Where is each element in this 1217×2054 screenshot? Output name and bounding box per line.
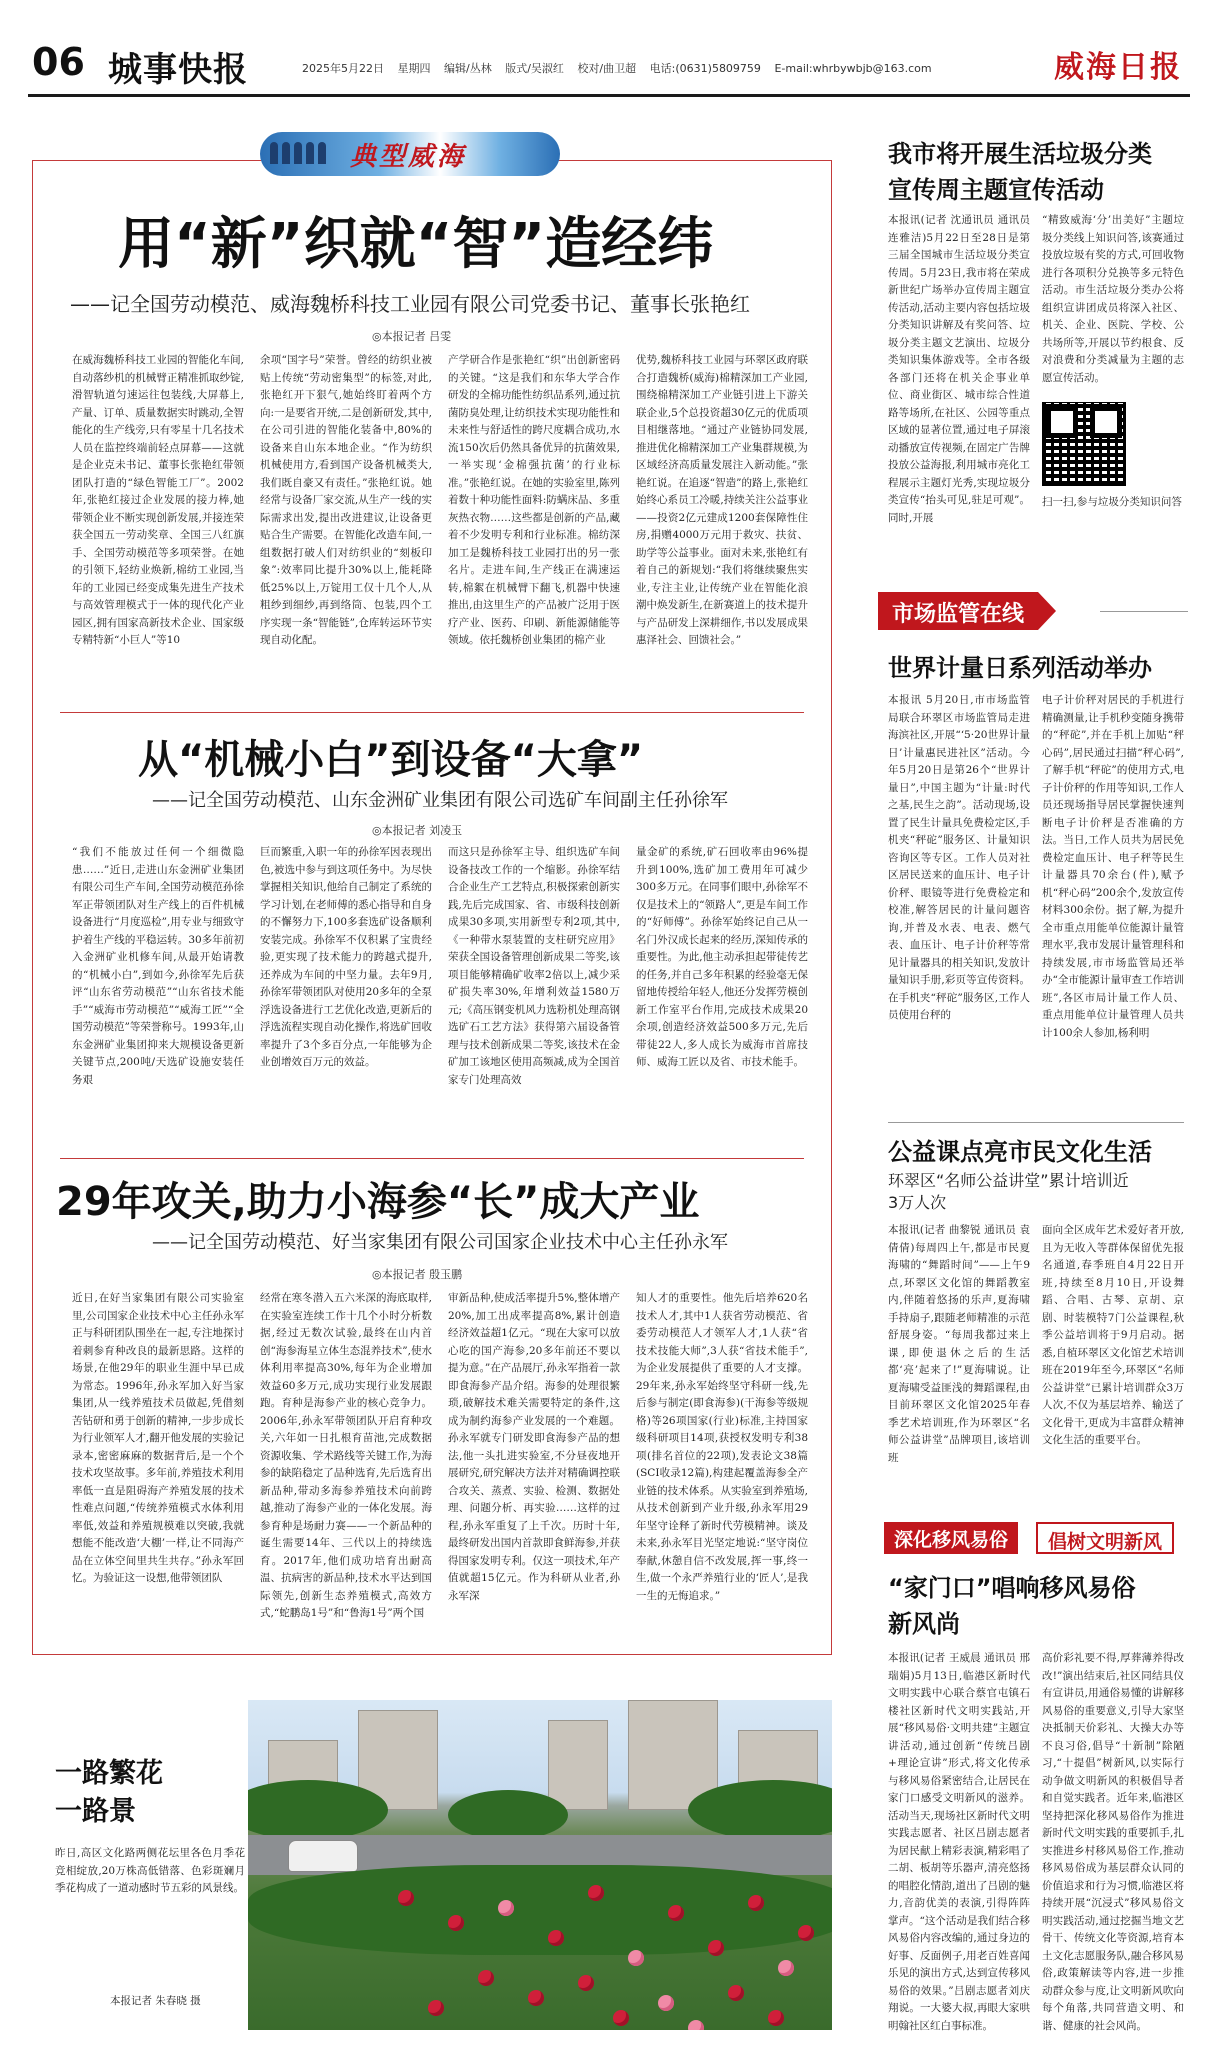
rose (728, 1985, 744, 2001)
feature-banner-label: 典型威海 (350, 142, 467, 172)
photo-caption: 昨日,高区文化路两侧花坛里各色月季花竞相绽放,20万株高低错落、色彩斑斓月季花构成了一道动感时节五彩的风景线。 (55, 1847, 245, 1894)
a2-col-1: “我们不能放过任何一个细微隐患……”近日,走进山东金洲矿业集团有限公司生产车间,全国劳动模范孙徐军正带领团队对生产线上的百件机械设备进行“月度巡检”,用专业与细致守护着生产线的平稳运转。30多年前初入金洲矿业机修车间,从最开始请教的“机械小白”,到如今,孙徐军先后获评“山东省劳动模范”“山东省技术能手”“威海市劳动模范”“威海工匠”“全国劳动模范”等荣誉称号。1993年,山东金洲矿业集团抑来大规模设备更新关键节点,200吨/天选矿设施安装任务艰 (72, 846, 244, 1086)
r4-body (888, 1650, 1184, 2046)
silhouette-figures-icon (270, 142, 340, 166)
tree (248, 1780, 388, 1840)
a1-body (72, 352, 808, 692)
rose (748, 1895, 764, 1911)
a2-body (72, 844, 808, 1142)
r3-subhead-line-2: 3万人次 (888, 1193, 947, 1212)
r3-body (888, 1222, 1184, 1502)
rose (548, 1930, 564, 1946)
r2-col-1: 本报讯 5月20日,市市场监管局联合环翠区市场监管局走进海滨社区,开展“‘5·20世界计量日’计量惠民进社区”活动。今年5月20日是第26个“世界计量日”,中国主题为“计量:时代之基,民生之韵”。活动现场,设置了民生计量具免费检定区,手机夹“秤砣”服务区、计量知识咨询区等专区。工作人员对社区居民送来的血压计、电子计价秤、眼镜等进行免费检定和校准,解答居民的计量问题咨询,并普及水表、电表、燃气表、血压计、电子计价秤等常见计量器具的相关知识,发放计量知识手册,彩页等宣传资料。在手机夹“秤砣”服务区,工作人员使用台秤的 (888, 694, 1030, 1021)
a1-divider (60, 712, 804, 713)
rose (688, 2020, 704, 2030)
email: E-mail:whrbywbjb@163.com (774, 62, 932, 75)
rose (398, 1890, 414, 1906)
r4-headline (888, 1570, 1136, 1642)
masthead-rule (28, 94, 1190, 97)
section-tag-rule (1100, 611, 1188, 612)
street-roses-photo (248, 1700, 832, 2030)
r3-col-2: 面向全区成年艺术爱好者开放,且为无收入等群体保留优先报名通道,春季班自4月22日开班,持续至8月10日,开设舞蹈、合唱、古琴、京胡、京剧、时装模特7门公益课程,秋季公益培训将于9月启动。据悉,自植环翠区文化馆艺术培训班在2019年至今,环翠区“名师公益讲堂”已累计培训群众3万人次,不仅为基层培养、输送了文化骨干,更成为丰富群众精神文化生活的重要平台。 (1042, 1224, 1184, 1446)
r1-headline-line-2: 宣传周主题宣传活动 (888, 176, 1104, 204)
rose (478, 1970, 494, 1986)
a1-subhead: ——记全国劳动模范、威海魏桥科技工业园有限公司党委书记、董事长张艳红 (70, 292, 750, 316)
building (548, 1720, 608, 1810)
photo-title (55, 1755, 163, 1831)
r3-subhead (888, 1170, 1129, 1214)
a2-col-4: 量金矿的系统,矿石回收率由96%提升到100%,选矿加工费用年可减少300多万元。在同事们眼中,孙徐军不仅是技术上的“领路人”,更是车间工作的“好师傅”。孙徐军始终记自己从一名门外汉成长起来的经历,深知传承的重要性。为此,他主动承担起带徒传艺的任务,并自己多年积累的经验毫无保留地传授给年轻人,他还分发挥劳模创新工作室平台作用,完成技术成果20余项,创造经济效益500多万元,先后带徒22人,多人成长为威海市首席技师、威海工匠以及省、市技术能手。 (636, 846, 808, 1068)
section-title: 城事快报 (108, 50, 248, 90)
r2-body (888, 692, 1184, 1112)
r3-col-1: 本报讯(记者 曲黎锐 通讯员 袁倩倩)每周四上午,都是市民夏海啸的“舞蹈时间”——上午9点,环翠区文化馆的舞蹈教室内,伴随着悠扬的乐声,夏海啸手持扇子,跟随老师精准的示范舒展身姿。“每周我都过来上课,即使退休之后的生活都‘亮’起来了!”夏海啸说。让夏海啸受益匪浅的舞蹈课程,由目前环翠区文化馆2025年春季艺术培训班,作为环翠区“名师公益讲堂”品牌项目,该培训班 (888, 1224, 1030, 1464)
page-number: 06 (32, 40, 85, 84)
a1-col-2: 余项“国字号”荣誉。曾经的纺织业被贴上传统“劳动密集型”的标签,对此,张艳红开下狠气,她始终盯着两个方向:一是要省开统,二是创新研发,其中,在公司引进的智能化装备中,80%的设备来自山东本地企业。“作为纺织机械使用方,看到国产设备机械类大,我们既自豪又有责任。”张艳红说。她经常与设备厂家交流,从生产一线的实际需求出发,提出改进建议,让设备更贴合生产需要。在智能化改造车间,一组数据打破人们对纺织业的“刻板印象”:效率同比提升30%以上,能耗降低25%以上,万锭用工仅十几个人,从粗纱到细纱,再到络筒、包装,四个工序实现一条“智能链”,仓库转运环节实现自动化配。 (260, 354, 432, 646)
rose (448, 1915, 464, 1931)
car (288, 1840, 358, 1872)
page-meta (302, 60, 942, 76)
r1-col-2: “精致威海‘分’出美好”主题垃圾分类线上知识问答,该赛通过投放垃圾有奖的方式,可回收物进行各项积分兑换等多元特色活动。市生活垃圾分类办公将组织宣讲团成员将深入社区、机关、企业、医院、学校、公共场所等,开展以节约根食、反对浪费和分类减量为主题的志愿宣传活动。 (1042, 214, 1184, 384)
photo-credit: 本报记者 朱春晓 摄 (110, 1995, 201, 2007)
rose (778, 1960, 794, 1976)
a2-col-2: 巨而繁重,入职一年的孙徐军因表现出色,被选中参与到这项任务中。为尽快掌握相关知识,他给自己制定了系统的学习计划,在老师傅的悉心指导和自身的不懈努力下,100多套选矿设备顺利安装完成。孙徐军不仅积累了宝贵经验,更实现了技术能力的跨越式提升,还养成为车间的中坚力量。去年9月,孙徐军带领团队对使用20多年的全泵浮选设备进行工艺优化改造,更新后的浮选流程实现自动化操作,将选矿回收率提升了3个多百分点,一年能够为企业创增效百万元的效益。 (260, 846, 432, 1068)
rose (668, 1905, 684, 1921)
a3-byline: ◎本报记者 殷玉鹏 (372, 1268, 463, 1281)
r4-col-1: 本报讯(记者 王威晨 通讯员 邢瑞娟)5月13日,临港区新时代文明实践中心联合蔡官屯镇石楼社区新时代文明实践站,开展“移风易俗·文明共建”主题宣讲活动,通过创新“传统吕剧+理论宣讲”形式,将文化传承与移风易俗紧密结合,让居民在家门口感受文明新风的滋养。活动当天,现场社区新时代文明实践志愿者、社区吕剧志愿者为居民献上精彩表演,精彩唱了二胡、板胡等乐器声,清亮悠扬的唱腔化情韵,道出了吕剧的魅力,音韵优美的表演,引得阵阵掌声。“这个活动是我们结合移风易俗内容改编的,通过身边的好事、反面例子,用老百姓喜闻乐见的演出方式,达到宣传移风易俗的效果。”吕剧志愿者刘庆翔说。一大婆大叔,再眼大家哄明翰社区红白事标准。 (888, 1652, 1030, 2032)
rose (658, 1995, 674, 2011)
rose (578, 1975, 594, 1991)
photo-title-line-2: 一路景 (55, 1796, 136, 1827)
photo-title-line-1: 一路繁花 (55, 1758, 163, 1789)
a3-body (72, 1290, 808, 1640)
a2-headline: 从“机械小白”到设备“大拿” (138, 737, 644, 783)
layout-credit: 版式/吴淑红 (505, 62, 564, 75)
a2-byline: ◎本报记者 刘凌玉 (372, 824, 463, 837)
r3-subhead-line-1: 环翠区“名师公益讲堂”累计培训近 (888, 1171, 1129, 1190)
issue-date: 2025年5月22日 (302, 62, 384, 75)
qr-caption: 扫一扫,参与垃圾分类知识问答 (1042, 496, 1182, 508)
rose (498, 1900, 514, 1916)
tag-civilized-new-trend: 倡树文明新风 (1036, 1522, 1174, 1554)
newspaper-logo: 威海日报 (1054, 50, 1182, 85)
rose (613, 2010, 629, 2026)
rose (528, 1990, 544, 2006)
rose (628, 1950, 644, 1966)
hedge (248, 1865, 832, 1955)
masthead (28, 38, 1190, 94)
r4-headline-line-2: 新风尚 (888, 1610, 960, 1638)
r4-col-2: 高价彩礼要不得,厚葬薄养得改改!”演出结束后,社区同结具仪有宣讲员,用通俗易懂的讲解移风易俗的重要意义,引导大家坚决抵制天价彩礼、大操大办等不良习俗,倡导“十新制”除陋习,“十提倡”树新风,以实际行动争做文明新风的积极倡导者和自觉实践者。近年来,临港区坚持把深化移风易俗作为推进新时代文明实践的重要抓手,扎实推进乡村移风易俗工作,推动移风易俗成为基层群众认同的价值追求和行为习惯,临港区将持续开展“沉浸式”移风易俗文明实践活动,通过挖掘当地文艺骨干、传统文化等资源,培育本土文化志愿服务队,融合移风易俗,政策解读等内容,进一步推动群众参与度,让文明新风吹向每个角落,共同营造文明、和谐、健康的社会风尚。 (1042, 1652, 1184, 2032)
a1-headline: 用“新”织就“智”造经纬 (118, 212, 714, 277)
a2-col-3: 而这只是孙徐军主导、组织选矿车间设备技改工作的一个缩影。孙徐军结合企业生产工艺特点,积极探索创新实践,先后完成国家、省、市级科技创新成果30多项,实用新型专利2项,其中,《一种带水泵装置的支柱研究应用》荣获全国设备管理创新成果二等奖,该项目能够精确矿收率2倍以上,减少采矿损失率30%,年增利效益1580万元;《高压钢变机风力选粉机处理高钢选矿石工艺方法》获得第六届设备管理与技术创新成果二等奖,该技术在金矿加工该地区使用高频减,成为全国首家专门处理高效 (448, 846, 620, 1086)
section-tag-market: 市场监管在线 (878, 592, 1038, 630)
rose (768, 2010, 784, 2026)
r2-col-2: 电子计价秤对居民的手机进行精确测量,让手机秒变随身携带的“秤砣”,并在手机上加贴“秤心码”,居民通过扫描“秤心码”,了解手机“秤砣”的使用方式,电子计价秤的作用等知识,工作人员还现场指导居民掌握快速判断电子计价秤是否准确的方法。当日,工作人员共为居民免费检定血压计、电子秤等民生计量器具70余台(件),赋予机“秤心码”200余个,发放宣传材料300余份。据了解,为提升全市重点用能单位能源计量管理水平,我市发展计量管理科和持续发展,市市场监管局还举办“全市能源计量审查工作培训班”,各区市局计量工作人员、重点用能单位计量管理人员共计100余人参加,杨利明 (1042, 694, 1184, 1039)
r4-headline-line-1: “家门口”唱响移风易俗 (888, 1574, 1136, 1602)
qr-code-icon[interactable] (1042, 402, 1126, 486)
tree (688, 1780, 832, 1840)
rose (588, 1885, 604, 1901)
a1-col-1: 在威海魏桥科技工业园的智能化车间,自动落纱机的机械臂正精准抓取纱锭,滑智轨道匀速运往包装线,大屏幕上,产量、订单、质量数据实时跳动,全智能化的生产线旁,只有零星十几名技术人员在监控终端前轻点屏幕——这就是企业克未书记、董事长张艳红带领团队打造的“绿色智能工厂”。2002年,张艳红接过企业发展的接力棒,她带领企业不断实现创新发展,并接连荣获全国五一劳动奖章、全国三八红旗手、全国劳动模范等多项荣誉。在她的引领下,轻纺业焕新,棉纺工业园,当年的工业园已经变成集先进生产技术与高效管理模式于一体的现代化产业园区,拥有国家高新技术企业、国家级专精特新“小巨人”等10 (72, 354, 244, 646)
tag-deepen-customs: 深化移风易俗 (884, 1522, 1018, 1554)
tree (448, 1790, 568, 1840)
r1-headline (888, 136, 1152, 208)
a1-byline: ◎本报记者 吕雯 (372, 330, 452, 343)
a1-col-3: 产学研合作是张艳红“织”出创新密码的关键。“这是我们和东华大学合作研发的全棉功能性纺织品系列,通过抗菌防臭处理,让纺织技术实现功能性和未来性与舒适性的跨尺度耦合成功,水流150次后仍然具备优异的抗菌效果,一举实现‘金棉强抗菌’的行业标准。”张艳红说。在她的实验室里,陈列着数十种功能性面料:防螨床品、多重灰热衣物……这些都是创新的产品,藏着不少发明专利和行业标准。棉纺深加工是魏桥科技工业园打出的另一张名片。走进车间,生产线正在满速运转,棉絮在机械臂下翻飞,机器中快速推出,由这里生产的产品被广泛用于医疗产业、医药、印刷、新能源储能等领域。依托魏桥创业集团的棉产业 (448, 354, 620, 646)
a1-col-4: 优势,魏桥科技工业园与环翠区政府联合打造魏桥(威海)棉精深加工产业园,围绕棉精深加工产业链引进上下游关联企业,5个总投资超30亿元的优质项目相继落地。“通过产业链协同发展,推进优化棉精深加工产业集群规模,为区域经济高质量发展注入新动能。”张艳红说。在追逐“智造”的路上,张艳红始终心系员工冷暖,持续关注公益事业——投资2亿元建成1200套保障性住房,捐赠4000万元用于救灾、扶贫、助学等公益事业。面对未来,张艳红有着自己的新规划:“我们将继续聚焦实业,专注主业,让传统产业在智能化浪潮中焕发新生,在新赛道上的技术提升与产品研发上深耕细作,书以发展成果惠泽社会、回馈社会。” (636, 354, 808, 646)
a2-subhead: ——记全国劳动模范、山东金洲矿业集团有限公司选矿车间副主任孙徐军 (152, 790, 728, 811)
rose (798, 1925, 814, 1941)
a3-subhead: ——记全国劳动模范、好当家集团有限公司国家企业技术中心主任孙永军 (152, 1232, 728, 1253)
feature-banner (260, 132, 560, 176)
r1-col-1: 本报讯(记者 沈通讯员 通讯员 连雅洁)5月22日至28日是第三届全国城市生活垃圾分类宣传周。5月23日,我市将在荣成新世纪广场举办宣传周主题宣传活动,活动主要内容包括垃圾分类知识讲解及有奖问答、垃圾分类主题文艺演出、垃圾分类知识集体游戏等。全市各级各部门还将在机关企事业单位、商业街区、城市综合性道路等场所,在社区、公园等重点区域的显著位置,通过电子屏滚动播放宣传视频,在固定广告牌投放公益海报,利用城市亮化工程展示主题灯光秀,实现垃圾分类宣传“抬头可见,驻足可观”。同时,开展 (888, 214, 1030, 524)
proof-credit: 校对/曲卫超 (577, 62, 637, 75)
a3-col-3: 审新品种,使成活率提升5%,整体增产20%,加工出成率提高8%,累计创造经济效益超1亿元。“现在大家可以放心吃的国产海参,20多年前还不要以提为意。”在产品展厅,孙永军指着一款即食海参产品介绍。海参的处理很繁琐,破解技术难关需要特定的条件,这成为制约海参产业发展的一个难题。孙永军就专门研发即食海参产品的想法,他一头扎进实验室,不分昼夜地开展研究,研究解决方法并对精确调控联合攻关、蒸煮、实验、检测、数据处理、问题分析、再实验……这样的过程,孙永军重复了上千次。历时十年,最终研发出国内首款即食鲜海参,并获得国家发明专利。仅这一项技术,年产值就超15亿元。作为科研从业者,孙永军深 (448, 1292, 620, 1602)
rose (428, 2000, 444, 2016)
editor-credit: 编辑/丛林 (444, 62, 492, 75)
a3-col-1: 近日,在好当家集团有限公司实验室里,公司国家企业技术中心主任孙永军正与科研团队围坐在一起,专注地探讨着刺参育种改良的最新思路。这样的场景,在他29年的职业生涯中早已成为常态。1996年,孙永军加入好当家集团,从一线养殖技术员做起,凭借刻苦钻研和勇于创新的精神,一步步成长为行业领军人才,翻开他发展的实验记录本,密密麻麻的数据背后,是一个个技术攻坚故事。多年前,养殖技术利用率低一直是阻碍海产养殖发展的技术性难点问题,“传统养殖模式水体利用率低,效益和养殖规模难以突破,我就想能不能改造‘大棚’一样,让不同海产品在立体空间里共生共存。”孙永军回忆。为验证这一设想,他带领团队 (72, 1292, 244, 1584)
a2-divider (60, 1158, 804, 1159)
r3-headline: 公益课点亮市民文化生活 (888, 1138, 1152, 1166)
a3-col-4: 知人才的重要性。他先后培养620名技术人才,其中1人获省劳动模范、省委劳动模范人才领军人才,1人获“省技术技能大师”,3人获“省技术能手”,为企业发展提供了重要的人才支撑。29年来,孙永军始终坚守科研一线,先后参与制定(即食海参)(干海参等级规格)等26项国家(行业)标准,主持国家级科研项目14项,获授权发明专利38项(排名首位的22项),发表论文38篇(SCI收录12篇),构建起覆盖海参全产业链的技术体系。从实验室到养殖场,从技术创新到产业升级,孙永军用29年坚守诠释了新时代劳模精神。谈及未来,孙永军目光坚定地说:“坚守岗位奉献,休憩自信不改发展,挥一事,终一生,做一个永严养殖行业的‘匠人’,是我一生的无悔追求。” (636, 1292, 808, 1602)
r1-headline-line-1: 我市将开展生活垃圾分类 (888, 140, 1152, 168)
a3-headline: 29年攻关,助力小海参“长”成大产业 (56, 1179, 700, 1225)
issue-weekday: 星期四 (397, 62, 431, 75)
r2-headline: 世界计量日系列活动举办 (888, 654, 1152, 682)
phone: 电话:(0631)5809759 (649, 62, 761, 75)
rose (708, 1940, 724, 1956)
r2-divider (888, 1122, 1184, 1123)
a3-col-2: 经常在寒冬潜入五六米深的海底取样,在实验室连续工作十几个小时分析数据,经过无数次试验,最终在山内首创“海参海星立体生态混养技术”,使水体利用率提高30%,每年为企业增加效益60多万元,成功实现行业发展跟跑。育种是海参产业的核心竞争力。2006年,孙永军带领团队开启育种攻关,六年如一日扎根育苗池,完成数据资源收集、学术路线等关键工作,为海参的缺陷稳定了品种选育,先后选育出新品种,带动多海参养殖技术向前跨越,推动了海参产业的一体化发展。海参育种是场耐力赛——一个新品种的诞生需要14年、三代以上的持续选育。2017年,他们成功培育出耐高温、抗病害的新品种,技术水平达到国际领先,创新生态养殖模式,高效方式,“蛇鹏岛1号”和“鲁海1号”两个国 (260, 1292, 432, 1619)
